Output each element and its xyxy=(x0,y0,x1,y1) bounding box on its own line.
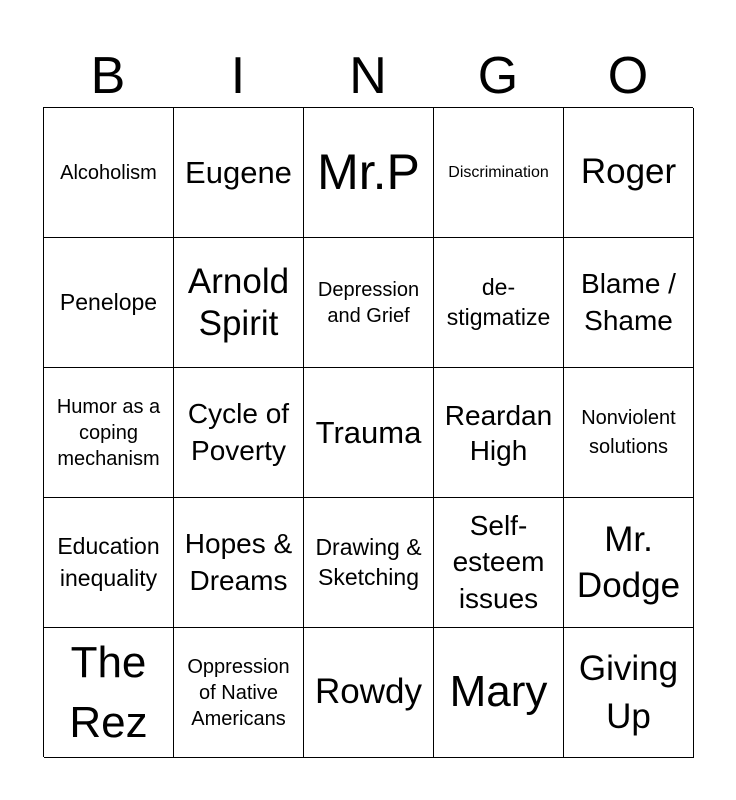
bingo-cell[interactable] xyxy=(174,368,304,498)
bingo-cell[interactable] xyxy=(44,498,174,628)
bingo-cell[interactable] xyxy=(564,108,694,238)
cell-text: Hopes & Dreams xyxy=(184,528,293,596)
cell-text: Depression and Grief xyxy=(317,278,420,327)
bingo-cell[interactable] xyxy=(174,628,304,758)
cell-text: Cycle of Poverty xyxy=(187,398,290,466)
header-letter-g: G xyxy=(477,47,519,105)
header-letter-n: N xyxy=(349,47,387,105)
cell-text: Penelope xyxy=(59,288,158,315)
cell-text: Alcoholism xyxy=(60,161,157,184)
cell-text: Humor as a coping mechanism xyxy=(56,395,161,470)
bingo-cell[interactable] xyxy=(434,498,564,628)
bingo-cell[interactable] xyxy=(434,108,564,238)
cell-text: The Rez xyxy=(69,638,148,747)
bingo-cell[interactable] xyxy=(304,238,434,368)
bingo-cell[interactable] xyxy=(174,238,304,368)
cell-text: Blame / Shame xyxy=(581,268,676,336)
cell-text: Trauma xyxy=(315,414,422,450)
bingo-cell[interactable] xyxy=(434,238,564,368)
bingo-cell[interactable] xyxy=(564,628,694,758)
header-letter-i: I xyxy=(230,47,246,105)
cell-text: Discrimination xyxy=(448,163,549,181)
header-letter-b: B xyxy=(90,47,126,105)
cell-text: Arnold Spirit xyxy=(187,261,290,343)
bingo-cell[interactable] xyxy=(564,238,694,368)
bingo-cell[interactable] xyxy=(304,498,434,628)
cell-text: Mary xyxy=(449,667,548,717)
bingo-cell[interactable] xyxy=(304,628,434,758)
bingo-header xyxy=(43,46,693,106)
bingo-cell[interactable] xyxy=(304,368,434,498)
cell-text: Eugene xyxy=(185,154,292,190)
bingo-cell[interactable] xyxy=(174,498,304,628)
cell-text: Nonviolent solutions xyxy=(581,406,676,458)
cell-text: Self-esteem issues xyxy=(452,509,545,614)
bingo-cell[interactable] xyxy=(44,628,174,758)
bingo-cell[interactable] xyxy=(564,498,694,628)
cell-text: Education inequality xyxy=(57,533,160,591)
cell-text: Reardan High xyxy=(444,399,553,466)
bingo-grid xyxy=(43,107,693,757)
cell-text: Rowdy xyxy=(315,672,422,712)
bingo-cell[interactable] xyxy=(434,628,564,758)
bingo-cell[interactable] xyxy=(44,368,174,498)
bingo-cell[interactable] xyxy=(434,368,564,498)
bingo-cell[interactable] xyxy=(564,368,694,498)
cell-text: Giving Up xyxy=(578,649,679,736)
cell-text: Oppression of Native Americans xyxy=(187,655,290,730)
cell-text: Roger xyxy=(580,152,677,192)
cell-text: Mr.P xyxy=(317,144,420,200)
cell-text: Mr. Dodge xyxy=(576,520,681,605)
bingo-cell[interactable] xyxy=(174,108,304,238)
bingo-cell[interactable] xyxy=(44,108,174,238)
bingo-cell[interactable] xyxy=(304,108,434,238)
cell-text: Drawing & Sketching xyxy=(315,533,422,590)
cell-text: de-stigmatize xyxy=(446,273,551,330)
header-letter-o: O xyxy=(607,47,649,105)
bingo-cell[interactable] xyxy=(44,238,174,368)
